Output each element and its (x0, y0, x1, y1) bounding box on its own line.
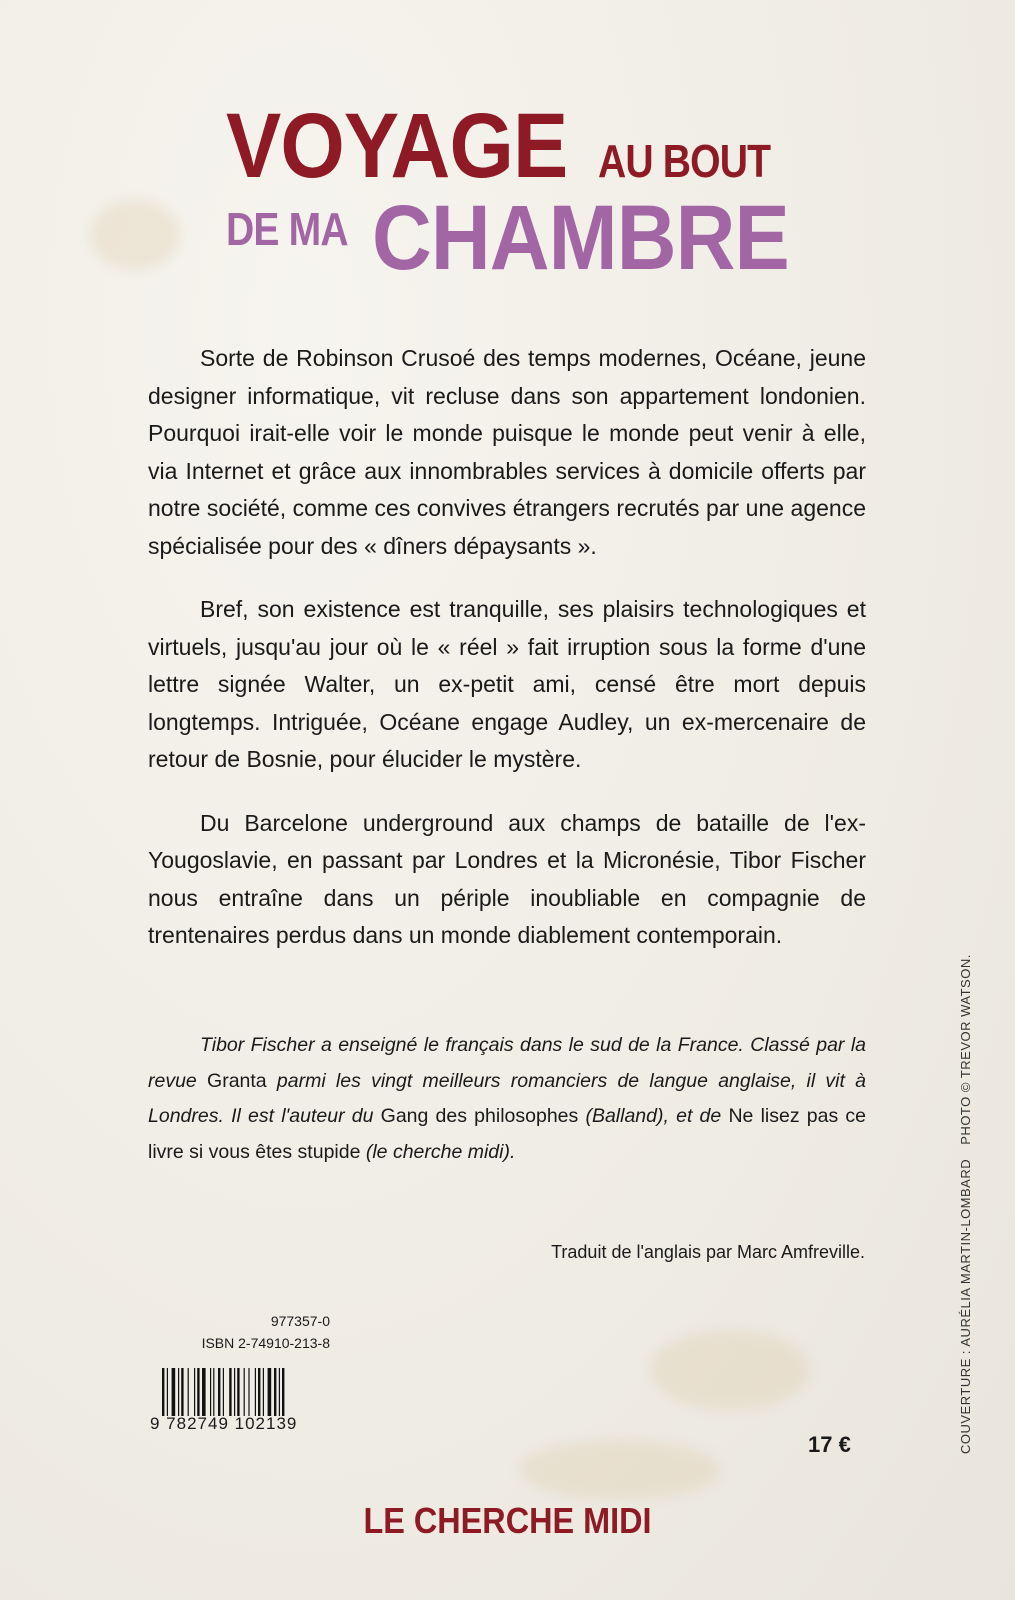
barcode-bar (223, 1368, 224, 1416)
translator-credit: Traduit de l'anglais par Marc Amfreville. (551, 1242, 865, 1262)
barcode-bar (210, 1368, 211, 1416)
product-codes (170, 1310, 330, 1354)
isbn: ISBN 2-74910-213-8 (201, 1335, 330, 1351)
barcode-bar (255, 1368, 256, 1416)
author-bio: Tibor Fischer a enseigné le français dans le sud de la France. Classé par la revue Granta parmi les vingt meilleurs romanciers de langue anglaise, il vit à Londres. Il est l'auteur du Gang des philosophes (Balland), et de Ne lisez pas ce livre si vous êtes stupide (le cherche midi). (148, 1034, 866, 1163)
synopsis-paragraph: Sorte de Robinson Crusoé des temps modernes, Océane, jeune designer informatique, vit recluse dans son appartement londonien. Pourquoi irait-elle voir le monde puisque le monde peut venir à elle, via Internet et grâce aux innombrables services à domicile offerts par notre société, comme ces convives étrangers recrutés par une agence spécialisée pour des « dîners dépaysants ». (148, 345, 866, 559)
photo-credit: PHOTO © TREVOR WATSON. (958, 954, 973, 1145)
cover-credits (958, 944, 973, 1454)
barcode-bar (268, 1368, 272, 1416)
barcode-bar (244, 1368, 245, 1416)
barcode-bar (178, 1368, 179, 1416)
barcode-bars (162, 1368, 324, 1416)
title-au-bout: AU BOUT (598, 135, 771, 187)
synopsis-paragraph: Bref, son existence est tranquille, ses plaisirs technologiques et virtuels, jusqu'au jour où le « réel » fait irruption sous la forme d'une lettre signée Walter, un ex-petit ami, censé être mort depuis longtemps. Intriguée, Océane engage Audley, un ex-mercenaire de retour de Bosnie, pour élucider le mystère. (148, 596, 866, 772)
ean-number: 9 782749 102139 (150, 1414, 298, 1433)
barcode-bar (213, 1368, 214, 1416)
barcode-bar (188, 1368, 189, 1416)
barcode-bar (248, 1368, 249, 1416)
barcode-bar (162, 1368, 164, 1416)
barcode (150, 1366, 330, 1438)
title-de-ma: DE MA (226, 203, 348, 255)
barcode-bar (263, 1368, 264, 1416)
book-title (226, 95, 806, 289)
paper-stain (90, 200, 180, 270)
paper-stain (650, 1330, 810, 1410)
cover-credit: COUVERTURE : AURÉLIA MARTIN-LOMBARD (958, 1158, 973, 1454)
barcode-bar (274, 1368, 276, 1416)
barcode-bar (237, 1368, 239, 1416)
price: 17 € (808, 1432, 851, 1457)
barcode-bar (282, 1368, 284, 1416)
barcode-bar (202, 1368, 206, 1416)
barcode-bar (279, 1368, 280, 1416)
title-voyage: VOYAGE (226, 95, 568, 197)
publisher-logo: LE CHERCHE MIDI (363, 1500, 652, 1541)
barcode-bar (181, 1368, 183, 1416)
barcode-bar (258, 1368, 260, 1416)
paper-stain (520, 1440, 720, 1500)
barcode-bar (167, 1368, 168, 1416)
title-chambre: CHAMBRE (372, 187, 789, 289)
barcode-bar (234, 1368, 235, 1416)
product-code: 977357-0 (270, 1313, 330, 1329)
synopsis-paragraph: Du Barcelone underground aux champs de bataille de l'ex-Yougoslavie, en passant par Londres et la Micronésie, Tibor Fischer nous entraîne dans un périple inoubliable en compagnie de trentenaires perdus dans un monde diablement contemporain. (148, 809, 866, 948)
barcode-bar (194, 1368, 195, 1416)
barcode-bar (229, 1368, 231, 1416)
barcode-bar (197, 1368, 199, 1416)
synopsis (148, 340, 866, 981)
barcode-bar (218, 1368, 220, 1416)
barcode-bar (172, 1368, 176, 1416)
